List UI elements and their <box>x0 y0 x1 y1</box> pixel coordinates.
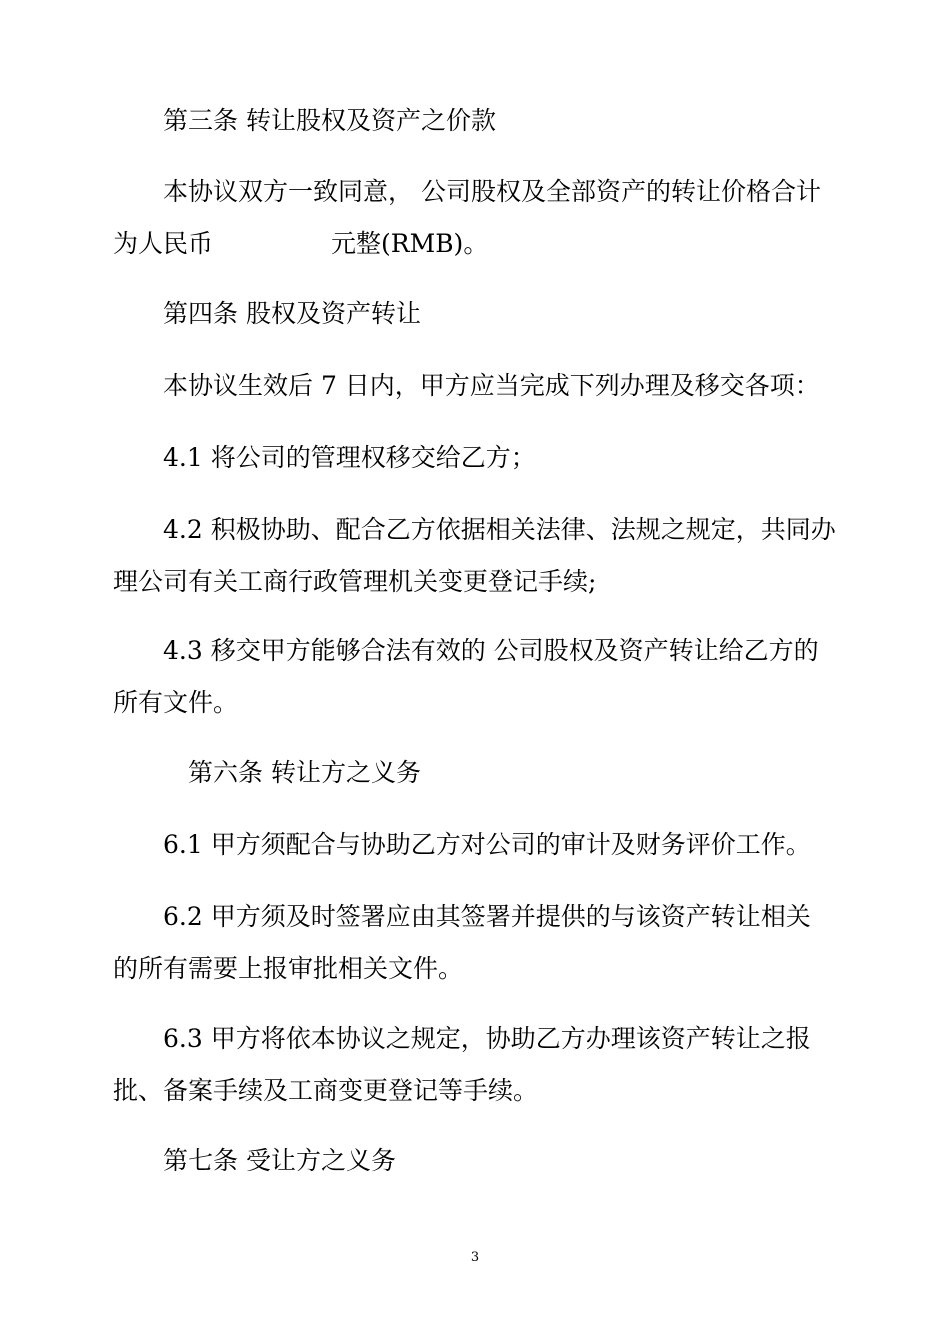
item-4-3-line2: 所有文件。 <box>113 688 239 717</box>
item-6-2-line1: 6.2 甲方须及时签署应由其签署并提供的与该资产转让相关 <box>163 902 811 931</box>
item-6-1: 6.1 甲方须配合与协助乙方对公司的审计及财务评价工作。 <box>163 830 811 859</box>
item-6-3-line1: 6.3 甲方将依本协议之规定，协助乙方办理该资产转让之报 <box>163 1024 811 1053</box>
item-6-2-line2: 的所有需要上报审批相关文件。 <box>113 954 464 983</box>
article3-paragraph-line2 <box>113 229 488 259</box>
price-suffix: 元整(RMB)。 <box>331 229 489 258</box>
item-4-2-line1: 4.2 积极协助、配合乙方依据相关法律、法规之规定，共同办 <box>163 515 836 544</box>
page-number: 3 <box>470 1250 480 1265</box>
article3-heading: 第三条 转让股权及资产之价款 <box>163 106 496 135</box>
item-4-1: 4.1 将公司的管理权移交给乙方； <box>163 443 536 472</box>
article6-heading: 第六条 转让方之义务 <box>188 758 421 787</box>
price-prefix: 为人民币 <box>113 229 214 258</box>
article3-paragraph-line1: 本协议双方一致同意， 公司股权及全部资产的转让价格合计 <box>163 177 821 206</box>
article4-heading: 第四条 股权及资产转让 <box>163 299 421 328</box>
article4-intro: 本协议生效后 7 日内，甲方应当完成下列办理及移交各项： <box>163 371 820 400</box>
item-4-2-line2: 理公司有关工商行政管理机关变更登记手续; <box>113 567 597 596</box>
item-4-3-line1: 4.3 移交甲方能够合法有效的 公司股权及资产转让给乙方的 <box>163 636 819 665</box>
item-6-3-line2: 批、备案手续及工商变更登记等手续。 <box>113 1076 539 1105</box>
article7-heading: 第七条 受让方之义务 <box>163 1146 396 1175</box>
